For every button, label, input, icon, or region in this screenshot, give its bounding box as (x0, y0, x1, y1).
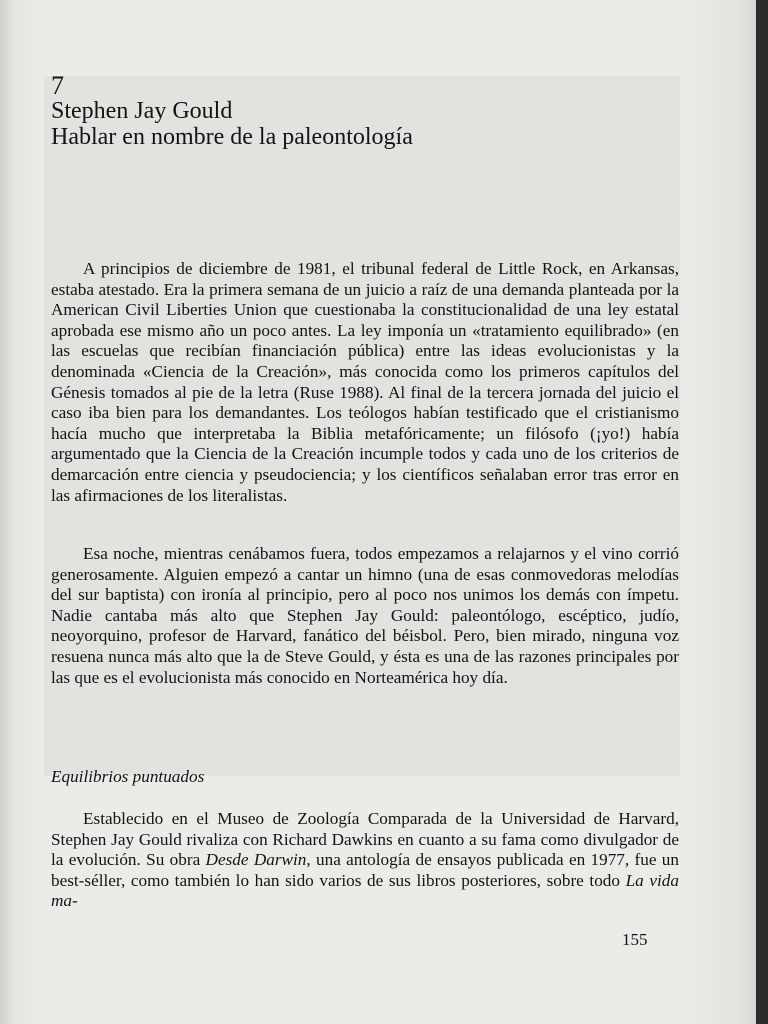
paragraph-2 (51, 544, 679, 688)
paragraph-1 (51, 259, 679, 506)
book-title-la-vida: La vida ma- (51, 870, 679, 911)
chapter-number: 7 (51, 71, 64, 100)
section-heading: Equilibrios puntuados (51, 767, 205, 786)
chapter-title: Hablar en nombre de la paleontología (51, 124, 413, 150)
paragraph-1-text: A principios de diciembre de 1981, el tribunal federal de Little Rock, en Arkansas, estaba atestado. Era la primera semana de un juicio a raíz de una demanda planteada por la American Civil Liberties Union que cuestionaba la constitucionalidad de una ley estatal aprobada ese mismo año un poco antes. La ley imponía un «tratamiento equilibrado» (en las escuelas que recibían financiación pública) entre las ideas evolucionistas y la denominada «Ciencia de la Creación», más conocida como los primeros capítulos del Génesis tomados al pie de la letra (Ruse 1988). Al final de la tercera jornada del juicio el caso iba bien para los demandantes. Los teólogos habían testificado que el cristianismo hacía mucho que interpretaba la Biblia metafóricamente; un filósofo (¡yo!) había argumentado que la Ciencia de la Creación incumple todos y cada uno de los criterios de demarcación entre ciencia y pseudociencia; y los científicos señalaban error tras error en las afirmaciones de los literalistas. (51, 259, 679, 505)
paragraph-3-part-2: , una antología de ensayos publicada en 1977, fue un best-séller, como también lo han sido varios de sus libros posteriores, sobre todo (51, 850, 679, 890)
chapter-author: Stephen Jay Gould (51, 98, 233, 124)
page-number: 155 (622, 930, 648, 949)
book-title-desde-darwin: Desde Darwin (205, 850, 307, 870)
paragraph-3 (51, 809, 679, 912)
paragraph-3-text (51, 809, 679, 912)
book-spine-shadow (756, 0, 768, 1024)
paragraph-2-text: Esa noche, mientras cenábamos fuera, todos empezamos a relajarnos y el vino corrió generosamente. Alguien empezó a cantar un himno (una de esas conmovedoras melodías del sur baptista) con ironía al principio, pero al poco nos unimos los demás con ímpetu. Nadie cantaba más alto que Stephen Jay Gould: paleontólogo, escéptico, judío, neoyorquino, profesor de Harvard, fanático del béisbol. Pero, bien mirado, ninguna voz resuena nunca más alto que la de Steve Gould, y ésta es una de las razones principales por las que es el evolucionista más conocido en Norteamérica hoy día. (51, 544, 679, 687)
paragraph-3-part-1: Establecido en el Museo de Zoología Comparada de la Universidad de Harvard, Stephen Jay Gould rivaliza con Richard Dawkins en cuanto a su fama como divulgador de la evolución. Su obra (51, 809, 679, 870)
